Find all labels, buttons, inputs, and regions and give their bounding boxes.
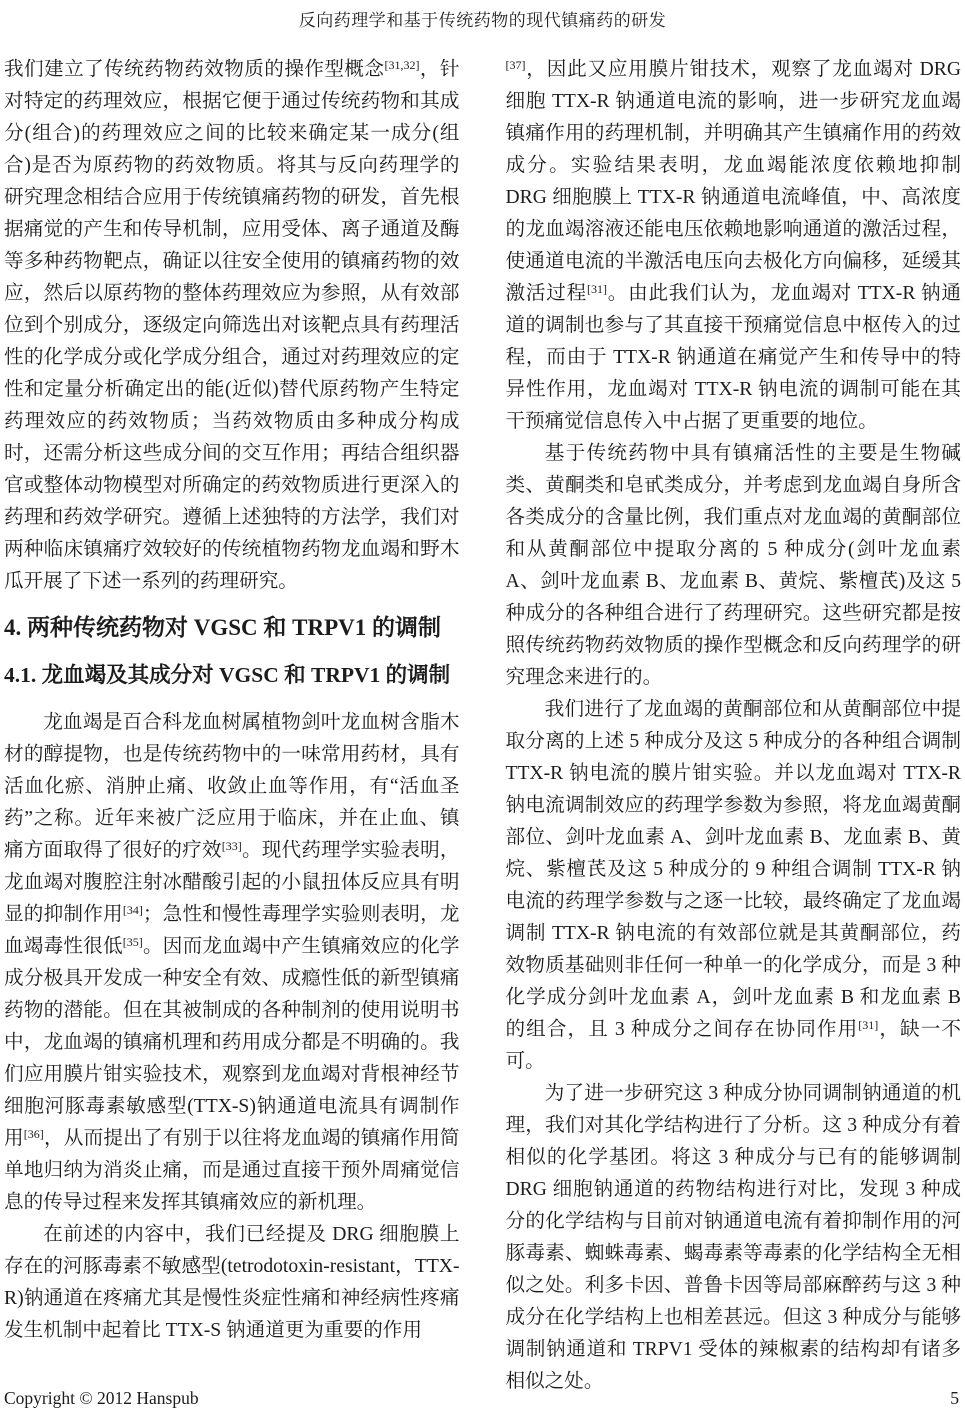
citation-ref: [31] (858, 1018, 879, 1032)
subsection-heading: 4.1. 龙血竭及其成分对 VGSC 和 TRPV1 的调制 (4, 663, 451, 687)
citation-ref: [33] (221, 839, 242, 853)
citation-ref: [37] (505, 58, 526, 72)
left-column (4, 54, 460, 1398)
citation-ref: [31,32] (384, 58, 420, 72)
paragraph: 龙血竭是百合科龙血树属植物剑叶龙血树含脂木材的醇提物，也是传统药物中的一味常用药材，具有活血化瘀、消肿止痛、收敛止血等作用，有“活血圣药”之称。近年来被广泛应用于临床，并在止血、镇痛方面取得了很好的疗效[33]。现代药理学实验表明，龙血竭对腹腔注射冰醋酸引起的小鼠扭体反应具有明显的抑制作用[34]；急性和慢性毒理学实验则表明，龙血竭毒性很低[35]。因而龙血竭中产生镇痛效应的化学成分极具开发成一种安全有效、成瘾性低的新型镇痛药物的潜能。但在其被制成的各种制剂的使用说明书中，龙血竭的镇痛机理和药用成分都是不明确的。我们应用膜片钳实验技术，观察到龙血竭对背根神经节细胞河豚毒素敏感型(TTX-S)钠通道电流具有调制作用[36]，从而提出了有别于以往将龙血竭的镇痛作用简单地归纳为消炎止痛，而是通过直接干预外周痛觉信息的传导过程来发挥其镇痛效应的新机理。 (4, 712, 460, 1213)
citation-ref: [35] (122, 935, 143, 949)
footer-copyright: Copyright © 2012 Hanspub (4, 1388, 199, 1408)
two-column-body (4, 54, 961, 1398)
paragraph: 在前述的内容中，我们已经提及 DRG 细胞膜上存在的河豚毒素不敏感型(tetrodotoxin-resistant，TTX-R)钠通道在疼痛尤其是慢性炎症性痛和神经病性疼痛发生机制中起着比 TTX-S 钠通道更为重要的作用 (4, 1224, 460, 1341)
page-footer (4, 1388, 959, 1409)
paragraph: 我们进行了龙血竭的黄酮部位和从黄酮部位中提取分离的上述 5 种成分及这 5 种成分的各种组合调制 TTX-R 钠电流的膜片钳实验。并以龙血竭对 TTX-R 钠电流调制效应的药理学参数为参照，将龙血竭黄酮部位、剑叶龙血素 A、剑叶龙血素 B、龙血素 B、黄烷、紫檀芪及这 5 种成分的 9 种组合调制 TTX-R 钠电流的药理学参数与之逐一比较，最终确定了龙血竭调制 TTX-R 钠电流的有效部位就是其黄酮部位，药效物质基础则非任何一种单一的化学成分，而是 3 种化学成分剑叶龙血素 A，剑叶龙血素 B 和龙血素 B 的组合，且 3 种成分之间存在协同作用[31]，缺一不可。 (505, 699, 962, 1072)
footer-page-number: 5 (950, 1388, 959, 1408)
citation-ref: [31] (586, 282, 607, 296)
running-head-title: 反向药理学和基于传统药物的现代镇痛药的研发 (298, 11, 667, 30)
paragraph: 我们建立了传统药物药效物质的操作型概念[31,32]，针对特定的药理效应，根据它便于通过传统药物和其成分(组合)的药理效应之间的比较来确定某一成分(组合)是否为原药物的药效物质。将其与反向药理学的研究理念相结合应用于传统镇痛药物的研发，首先根据痛觉的产生和传导机制，应用受体、离子通道及酶等多种药物靶点，确证以往安全使用的镇痛药物的效应，然后以原药物的整体药理效应为参照，从有效部位到个别成分，逐级定向筛选出对该靶点具有药理活性的化学成分或化学成分组合，通过对药理效应的定性和定量分析确定出的能(近似)替代原药物产生特定药理效应的药效物质；当药效物质由多种成分构成时，还需分析这些成分间的交互作用；再结合组织器官或整体动物模型对所确定的药效物质进行更深入的药理和药效学研究。遵循上述独特的方法学，我们对两种临床镇痛疗效较好的传统植物药物龙血竭和野木瓜开展了下述一系列的药理研究。 (4, 58, 460, 592)
section-heading: 4. 两种传统药物对 VGSC 和 TRPV1 的调制 (4, 615, 442, 640)
citation-ref: [34] (122, 903, 143, 917)
paragraph: 基于传统药物中具有镇痛活性的主要是生物碱类、黄酮类和皂甙类成分，并考虑到龙血竭自身所含各类成分的含量比例，我们重点对龙血竭的黄酮部位和从黄酮部位中提取分离的 5 种成分(剑叶龙血素 A、剑叶龙血素 B、龙血素 B、黄烷、紫檀芪)及这 5 种成分的各种组合进行了药理研究。这些研究都是按照传统药物药效物质的操作型概念和反向药理学的研究理念来进行的。 (505, 443, 961, 688)
paragraph: [37]，因此又应用膜片钳技术，观察了龙血竭对 DRG 细胞 TTX-R 钠通道电流的影响，进一步研究龙血竭镇痛作用的药理机制，并明确其产生镇痛作用的药效成分。实验结果表明，龙血竭能浓度依赖地抑制 DRG 细胞膜上 TTX-R 钠通道电流峰值，中、高浓度的龙血竭溶液还能电压依赖地影响通道的激活过程，使通道电流的半激活电压向去极化方向偏移，延缓其激活过程[31]。由此我们认为，龙血竭对 TTX-R 钠通道的调制也参与了其直接干预痛觉信息中枢传入的过程，而由于 TTX-R 钠通道在痛觉产生和传导中的特异性作用，龙血竭对 TTX-R 钠电流的调制可能在其干预痛觉信息传入中占据了更重要的地位。 (505, 58, 962, 432)
right-column (506, 54, 962, 1398)
paragraph: 为了进一步研究这 3 种成分协同调制钠通道的机理，我们对其化学结构进行了分析。这 3 种成分有着相似的化学基团。将这 3 种成分与已有的能够调制 DRG 细胞钠通道的药物结构进行对比，发现 3 种成分的化学结构与目前对钠通道电流有着抑制作用的河豚毒素、蜘蛛毒素、蝎毒素等毒素的化学结构全无相似之处。利多卡因、普鲁卡因等局部麻醉药与这 3 种成分在化学结构上也相差甚远。但这 3 种成分与能够调制钠通道和 TRPV1 受体的辣椒素的结构却有诸多相似之处。 (505, 1083, 961, 1392)
citation-ref: [36] (23, 1127, 44, 1141)
